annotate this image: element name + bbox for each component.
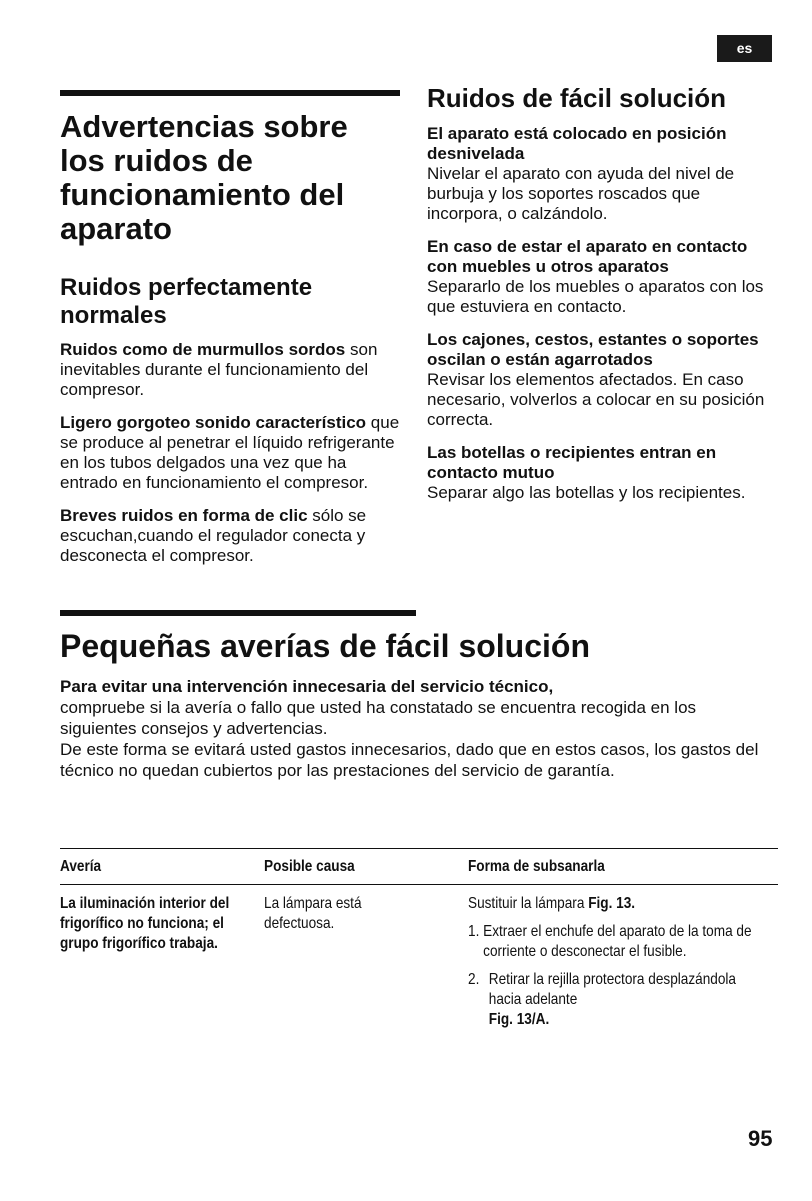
- easy-noises-title: Ruidos de fácil solución: [427, 83, 727, 113]
- noise-warnings-title: Advertencias sobre los ruidos de funcionamiento del aparato: [60, 109, 348, 246]
- normal-noises-subtitle: Ruidos perfectamente normales: [60, 274, 313, 329]
- noise-item-text: Revisar los elementos afectados. En caso necesario, volverlos a colocar en su posición correcta.: [427, 370, 765, 429]
- page-number: 95: [748, 1126, 773, 1151]
- left-section-rule: [60, 90, 400, 96]
- noise-item-text: Separarlo de los muebles o aparatos con los que estuviera en contacto.: [427, 277, 764, 316]
- noise-item: [427, 330, 779, 430]
- table-row-cause: La lámpara está defectuosa.: [264, 895, 362, 932]
- remedy-intro: Sustituir la lámpara: [468, 895, 585, 912]
- minor-faults-title: Pequeñas averías de fácil solución: [60, 628, 590, 664]
- normal-noise-paragraph: Breves ruidos en forma de clic sólo se escuchan,cuando el regulador conecta y desconecta el compresor.: [60, 506, 367, 565]
- table-header-rule: [60, 884, 778, 885]
- fault-table: [60, 848, 778, 1078]
- noise-item-heading: En caso de estar el aparato en contacto con muebles u otros aparatos: [427, 237, 748, 276]
- language-badge: es: [717, 35, 772, 62]
- header-fault: Avería: [60, 858, 102, 875]
- remedy-step: 1. Extraer el enchufe del aparato de la toma de corriente o desconectar el fusible.: [468, 923, 752, 960]
- noise-item: [427, 237, 779, 317]
- right-column: [427, 84, 779, 516]
- intro-text-1: compruebe si la avería o fallo que usted ha constatado se encuentra recogida en los siguientes consejos y advertencias.: [60, 698, 697, 738]
- header-remedy: Forma de subsanarla: [468, 858, 605, 875]
- noise-item-text: Separar algo las botellas y los recipientes.: [427, 483, 746, 502]
- table-row-fault: La iluminación interior del frigorífico no funciona; el grupo frigorífico trabaja.: [60, 895, 230, 952]
- main-section-rule: [60, 610, 416, 616]
- noise-item-text: Nivelar el aparato con ayuda del nivel de burbuja y los soportes roscados que incorpora, o calzándolo.: [427, 164, 735, 223]
- minor-faults-intro: [60, 676, 760, 781]
- intro-bold: Para evitar una intervención innecesaria del servicio técnico,: [60, 677, 554, 696]
- noise-item: [427, 124, 779, 224]
- noise-item-heading: Los cajones, cestos, estantes o soportes oscilan o están agarrotados: [427, 330, 759, 369]
- table-top-rule: [60, 848, 778, 849]
- remedy-fig: Fig. 13.: [588, 895, 636, 912]
- noise-item: [427, 443, 779, 503]
- normal-noise-paragraph: Ruidos como de murmullos sordos son inevitables durante el funcionamiento del compresor.: [60, 340, 378, 399]
- table-row-remedy: [468, 894, 766, 1038]
- remedy-steps: [468, 922, 766, 1030]
- remedy-step: 2. Retirar la rejilla protectora desplazándola hacia adelante Fig. 13/A.: [468, 971, 736, 1028]
- noise-item-heading: El aparato está colocado en posición desnivelada: [427, 124, 727, 163]
- normal-noise-paragraph: Ligero gorgoteo sonido característico que se produce al penetrar el líquido refrigerante en los tubos delgados una vez que ha entrado en funcionamiento el compresor.: [60, 413, 400, 492]
- noise-item-heading: Las botellas o recipientes entran en contacto mutuo: [427, 443, 717, 482]
- intro-text-2: De este forma se evitará usted gastos innecesarios, dado que en estos casos, los gastos del técnico no quedan cubiertos por las prestaciones del servicio de garantía.: [60, 740, 759, 780]
- header-cause: Posible causa: [264, 858, 355, 875]
- left-column: [60, 110, 400, 579]
